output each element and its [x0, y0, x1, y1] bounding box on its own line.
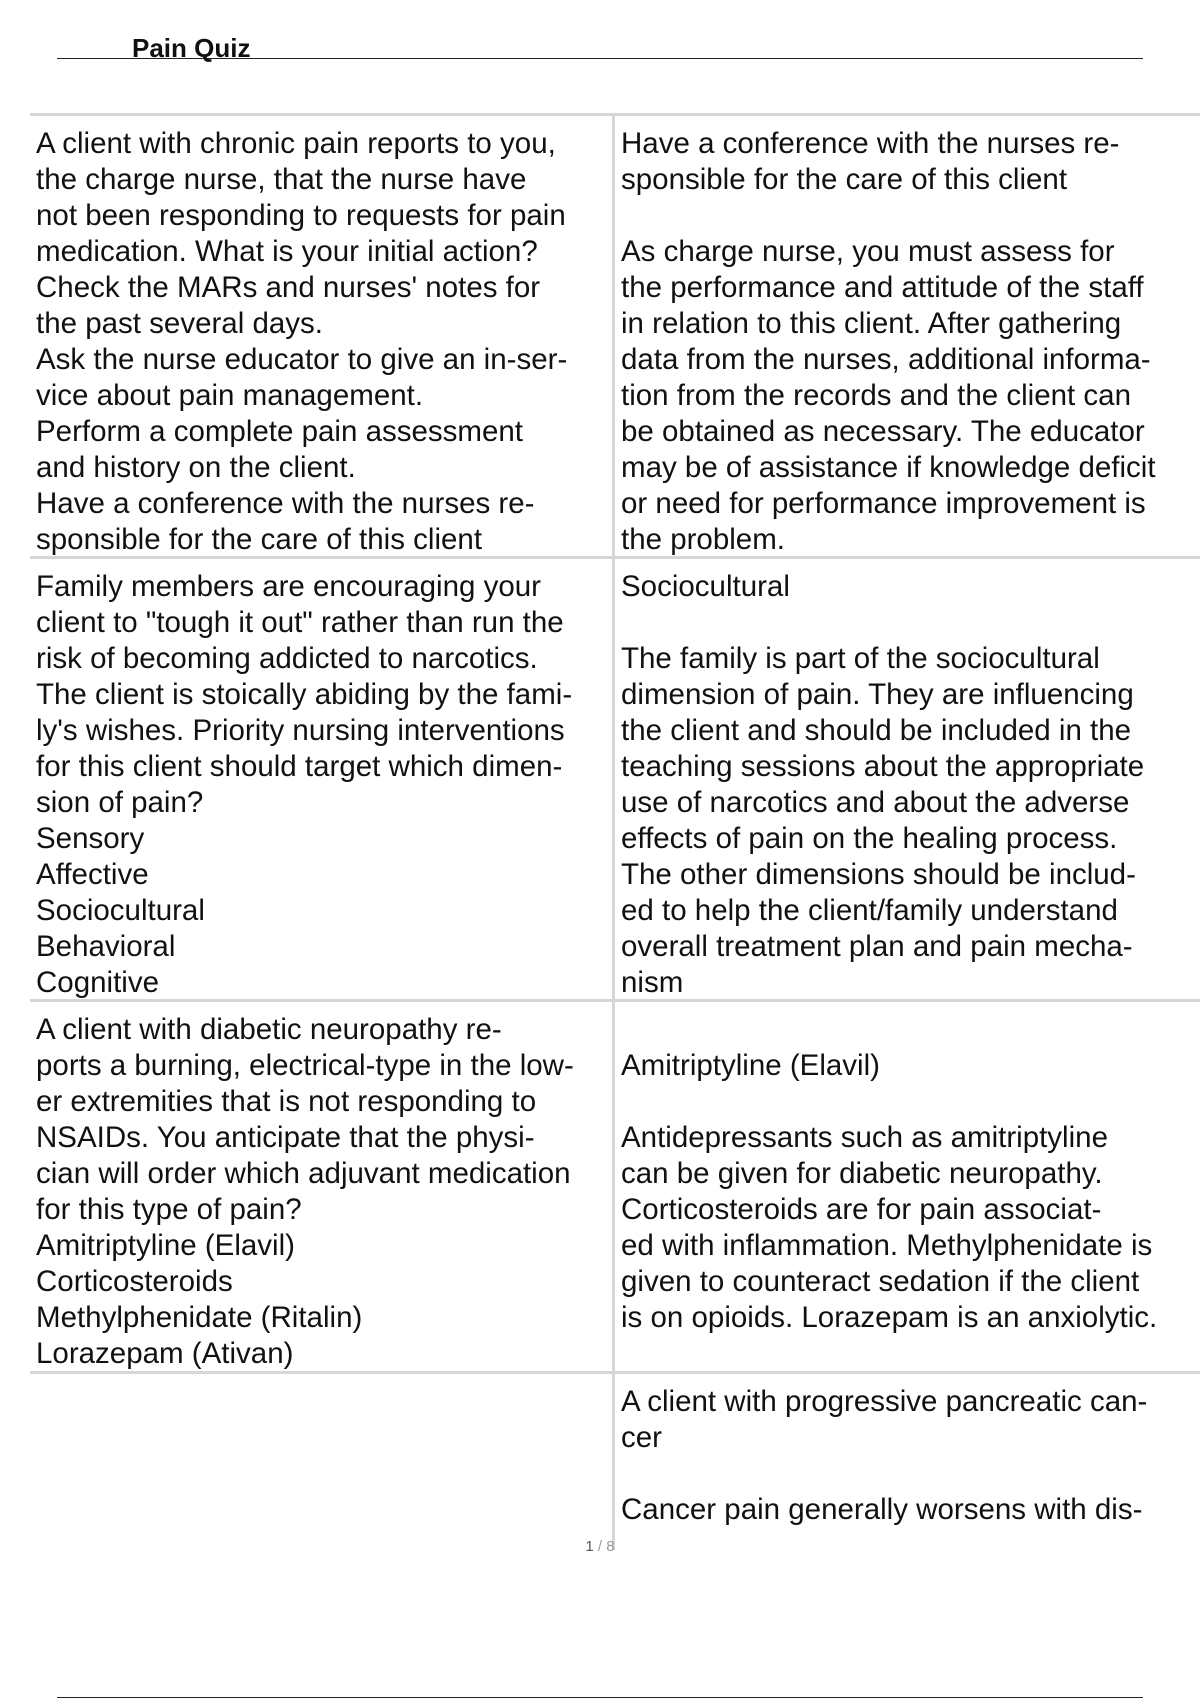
flashcard-row	[30, 559, 1200, 1002]
flashcard-row	[30, 1374, 1200, 1550]
question-cell: A client with diabetic neuropathy re- ports a burning, electrical-type in the low- er extremities that is not responding to NSAIDs. You anticipate that the physi- cian will order which adjuvant medication for this type of pain? Amitriptyline (Elavil) Corticosteroids Methylphenidate (Ritalin) Lorazepam (Ativan)	[36, 1013, 574, 1370]
flashcard-table	[30, 113, 1200, 1550]
current-page-number: 1	[585, 1538, 594, 1555]
question-cell	[30, 1374, 612, 1550]
answer-cell: Have a conference with the nurses re- sponsible for the care of this client As charge nurse, you must assess for the performance and attitude of the staff in relation to this client. After gathering data from the nurses, additional informa- tion from the records and the client can be obtained as necessary. The educator may be of assistance if knowledge deficit or need for performance improvement is the problem.	[612, 116, 1200, 556]
question-cell: Family members are encouraging your client to "tough it out" rather than run the risk of becoming addicted to narcotics. The client is stoically abiding by the fami- ly's wishes. Priority nursing interventions for this client should target which dimen- sion of pain? Sensory Affective Sociocultural Behavioral Cognitive	[36, 570, 573, 999]
document-header	[57, 30, 1143, 63]
flashcard-row	[30, 116, 1200, 559]
answer-cell: Amitriptyline (Elavil) Antidepressants such as amitriptyline can be given for diabetic neuropathy. Corticosteroids are for pain associat- ed with inflammation. Methylphenidate is given to counteract sedation if the client is on opioids. Lorazepam is an anxiolytic.	[612, 1002, 1200, 1371]
document-title: Pain Quiz	[132, 33, 251, 63]
footer-divider	[57, 1697, 1143, 1698]
total-page-count: 8	[606, 1538, 615, 1555]
answer-cell: Sociocultural The family is part of the sociocultural dimension of pain. They are influencing the client and should be included in the teaching sessions about the appropriate use of narcotics and about the adverse effects of pain on the healing process. The other dimensions should be includ- ed to help the client/family understand overall treatment plan and pain mecha- nism	[612, 559, 1200, 999]
flashcard-row	[30, 1002, 1200, 1374]
answer-cell: A client with progressive pancreatic can- cer Cancer pain generally worsens with dis-	[612, 1374, 1200, 1550]
page-separator: /	[597, 1538, 603, 1555]
question-cell: A client with chronic pain reports to you, the charge nurse, that the nurse have not been responding to requests for pain medication. What is your initial action? Check the MARs and nurses' notes for the past several days. Ask the nurse educator to give an in-ser- vice about pain management. Perform a complete pain assessment and history on the client. Have a conference with the nurses re- sponsible for the care of this client	[36, 127, 568, 556]
page-indicator	[0, 1538, 1200, 1555]
